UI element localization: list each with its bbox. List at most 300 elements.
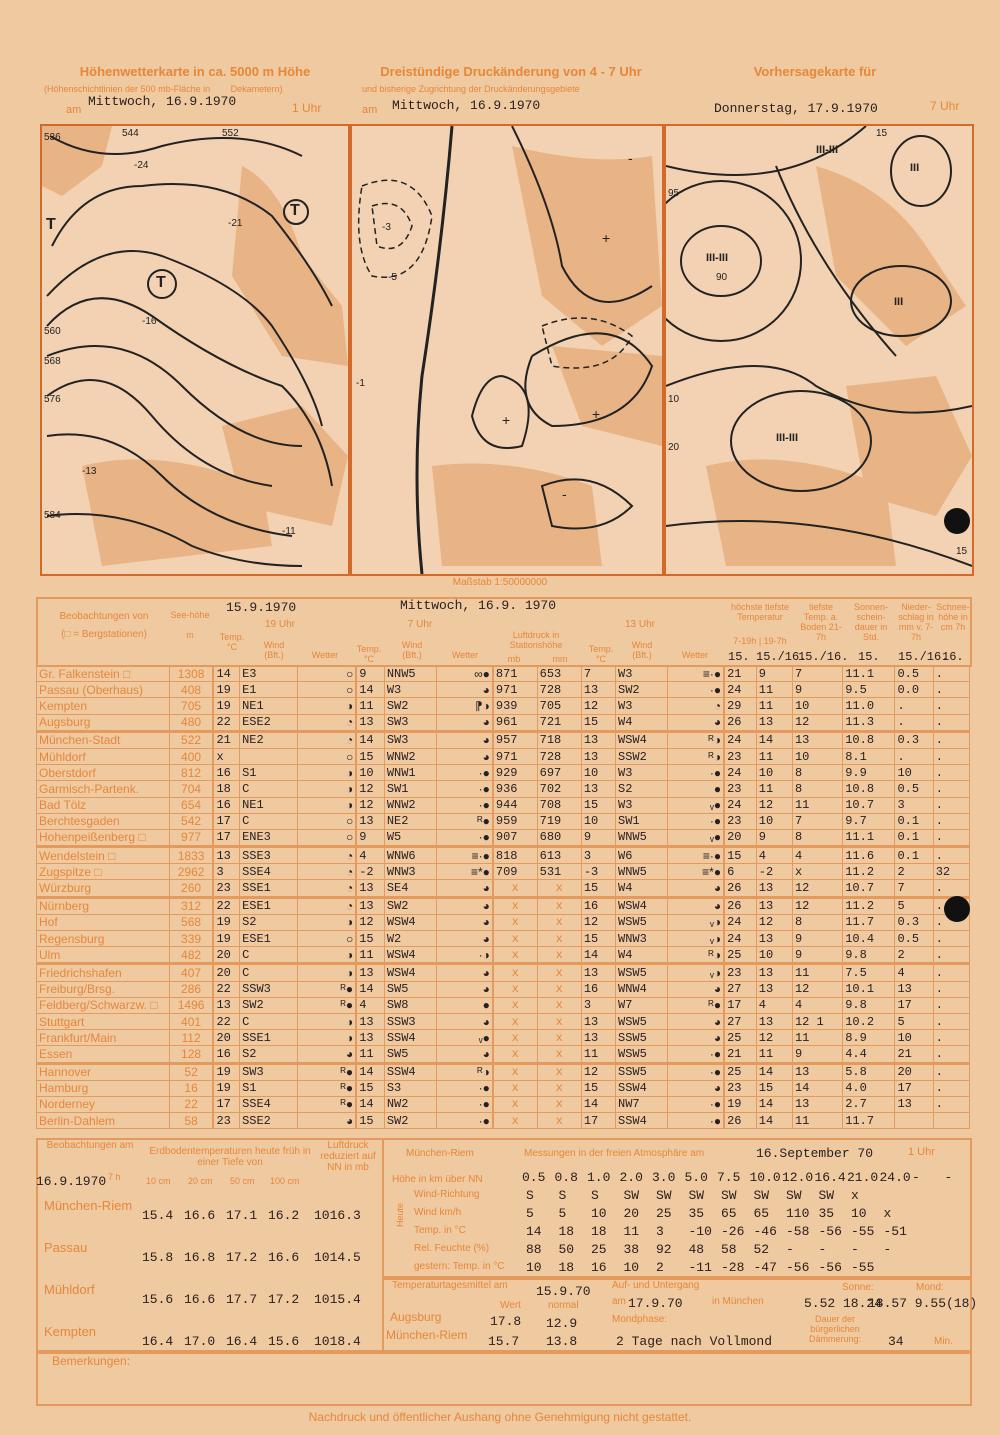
atm-value: SW <box>786 1188 802 1203</box>
table-cell: 10.1 <box>843 981 895 997</box>
obs-day2-t2: 13 Uhr <box>624 619 655 630</box>
auf-date: 17.9.70 <box>628 1296 683 1311</box>
atm-value: -51 <box>883 1224 907 1239</box>
m3-label: 20 <box>668 442 680 453</box>
table-cell: . <box>895 714 933 731</box>
atm-value: 50 <box>558 1242 575 1257</box>
table-cell: ·● <box>437 829 493 846</box>
obs-luftdruck-h: Luftdruck in Stationshöhe <box>509 630 563 650</box>
atm-value: 18 <box>558 1224 575 1239</box>
atm-value: 35 <box>818 1206 835 1221</box>
table-cell: S2 <box>240 914 298 930</box>
m1-low-marker: T <box>290 202 300 219</box>
table-cell: 21 <box>724 1046 756 1063</box>
map2-am: am <box>362 104 378 116</box>
table-cell: C <box>240 781 298 797</box>
table-cell: ◑ <box>298 964 356 981</box>
table-row <box>37 1030 970 1046</box>
table-cell: ◑ <box>298 914 356 930</box>
table-cell: WNW5 <box>616 864 668 880</box>
table-cell: 112 <box>169 1030 213 1046</box>
atm-value: - <box>786 1242 794 1257</box>
table-cell: ◑ <box>298 947 356 964</box>
table-cell: 10.8 <box>843 781 895 797</box>
table-cell: 13 <box>581 781 615 797</box>
atm-date: 16.September 70 <box>756 1146 874 1161</box>
table-cell: ◑ <box>298 797 356 813</box>
table-cell: 312 <box>169 897 213 914</box>
table-cell: 58 <box>169 1113 213 1129</box>
table-cell: ◕ <box>298 1046 356 1063</box>
station-name: Ulm <box>37 947 170 964</box>
atm-height: 3.0 <box>652 1170 676 1185</box>
daemmer-val: 34 <box>888 1334 904 1349</box>
atm-value: S <box>526 1188 534 1203</box>
table-cell: 10.7 <box>843 797 895 813</box>
map1-sub-unit: Dekametern) <box>230 84 283 94</box>
table-cell: 24 <box>724 765 756 781</box>
table-cell: 9 <box>792 682 842 698</box>
table-cell: W3 <box>616 765 668 781</box>
table-cell: . <box>933 781 969 797</box>
atm-value: -56 <box>818 1224 842 1239</box>
atm-value: 10 <box>623 1260 640 1275</box>
table-cell: ◕ <box>437 964 493 981</box>
remarks-block <box>36 1350 972 1406</box>
soil-value: 17.2 <box>268 1292 300 1307</box>
table-cell: . <box>933 1080 969 1096</box>
table-cell: SSW4 <box>384 1030 436 1046</box>
table-cell: 23 <box>213 880 239 897</box>
table-cell: -3 <box>581 864 615 880</box>
table-cell: 6 <box>724 864 756 880</box>
table-cell: x <box>493 897 537 914</box>
atm-value: 14 <box>526 1224 542 1239</box>
m1-label: -24 <box>134 160 149 171</box>
table-cell: . <box>933 765 969 781</box>
table-cell: 13 <box>792 1063 842 1080</box>
table-cell: 13 <box>756 964 792 981</box>
depth-10: 10 cm <box>146 1176 171 1186</box>
table-cell: 13 <box>756 1013 792 1029</box>
table-cell: 16 <box>581 981 615 997</box>
table-cell: . <box>933 1063 969 1080</box>
atm-value: 35 <box>688 1206 705 1221</box>
atm-value: 110 <box>786 1206 810 1221</box>
map1-title: Höhenwetterkarte in ca. 5000 m Höhe <box>79 64 311 79</box>
table-cell: ◔ <box>298 880 356 897</box>
table-cell: -2 <box>356 864 384 880</box>
table-cell: x <box>537 1096 581 1112</box>
map2-date: Mittwoch, 16.9.1970 <box>392 98 541 113</box>
atm-value: 88 <box>526 1242 542 1257</box>
table-cell: ᵥ● <box>668 829 724 846</box>
table-cell: 13 <box>356 897 384 914</box>
table-cell: 957 <box>493 731 537 748</box>
station-name: Norderney <box>37 1096 170 1112</box>
table-cell: 961 <box>493 714 537 731</box>
table-cell: 11.7 <box>843 1113 895 1129</box>
table-cell: W4 <box>616 714 668 731</box>
table-cell: 11.7 <box>843 914 895 930</box>
table-cell: ◕ <box>437 931 493 947</box>
table-cell: 4 <box>792 847 842 864</box>
table-cell: . <box>933 1096 969 1112</box>
atm-height: 12.0 <box>782 1170 814 1185</box>
table-cell: 0.0 <box>895 682 933 698</box>
obs-date-c5: 15./16. <box>898 650 949 664</box>
table-cell: ᴿ● <box>298 997 356 1013</box>
table-cell: x <box>537 1030 581 1046</box>
table-cell: 15 <box>581 931 615 947</box>
table-cell: ○ <box>298 829 356 846</box>
depth-20: 20 cm <box>188 1176 213 1186</box>
table-cell: SSE3 <box>240 847 298 864</box>
sonne-label: Sonne: <box>842 1282 874 1293</box>
station-name: Friedrichshafen <box>37 964 170 981</box>
table-cell: ᴿ● <box>298 1080 356 1096</box>
table-cell: SSE1 <box>240 1030 298 1046</box>
table-cell: 9 <box>581 829 615 846</box>
table-cell: 19 <box>213 1080 239 1096</box>
table-cell: W3 <box>616 666 668 682</box>
table-cell: . <box>933 813 969 829</box>
table-cell: x <box>493 1096 537 1112</box>
atm-value: x <box>851 1188 859 1203</box>
station-name: Zugspitze □ <box>37 864 170 880</box>
station-name: Berchtesgaden <box>37 813 170 829</box>
table-cell: 11.1 <box>843 666 895 682</box>
atm-hoehe-label: Höhe in km über NN <box>392 1174 483 1185</box>
table-cell: . <box>933 731 969 748</box>
table-cell: 25 <box>724 1030 756 1046</box>
table-cell: 14 <box>581 1096 615 1112</box>
table-cell: 702 <box>537 781 581 797</box>
table-cell: 400 <box>169 748 213 764</box>
table-cell: 0.5 <box>895 931 933 947</box>
table-cell: ·● <box>437 781 493 797</box>
table-cell: 12 <box>581 1063 615 1080</box>
table-cell: x <box>537 1063 581 1080</box>
soil-value: 1016.3 <box>314 1208 361 1223</box>
tm-row-name: München-Riem <box>386 1328 468 1342</box>
atm-station: München-Riem <box>406 1148 474 1159</box>
table-cell: ·● <box>437 1113 493 1129</box>
table-cell: 0.1 <box>895 813 933 829</box>
table-cell: 812 <box>169 765 213 781</box>
table-cell: SW1 <box>616 813 668 829</box>
m1-label: 536 <box>44 132 61 143</box>
table-cell: SSW2 <box>616 748 668 764</box>
table-cell: ᴿ◑ <box>668 748 724 764</box>
m1-low-marker: T <box>156 274 166 291</box>
table-cell: 15 <box>356 748 384 764</box>
table-cell: ·● <box>437 765 493 781</box>
table-cell: . <box>933 748 969 764</box>
table-cell: 22 <box>213 897 239 914</box>
table-cell: 7 <box>792 666 842 682</box>
table-cell: 9.8 <box>843 997 895 1013</box>
atm-value: -55 <box>851 1224 875 1239</box>
table-cell: 10.8 <box>843 731 895 748</box>
m1-label: 568 <box>44 356 61 367</box>
atm-height: 1.0 <box>587 1170 611 1185</box>
table-row <box>37 748 970 764</box>
auf-label: Auf- und Untergang <box>612 1280 700 1291</box>
station-name: Regensburg <box>37 931 170 947</box>
pressure-change-map <box>350 124 664 576</box>
table-cell: 17 <box>581 1113 615 1129</box>
table-cell: WSW4 <box>616 731 668 748</box>
table-cell: 818 <box>493 847 537 864</box>
table-cell: 8.1 <box>843 748 895 764</box>
table-cell: 959 <box>493 813 537 829</box>
m3-label: 95 <box>668 188 680 199</box>
atm-value: 65 <box>721 1206 737 1221</box>
station-name: Nürnberg <box>37 897 170 914</box>
obs-day2: Mittwoch, 16.9. 1970 <box>400 598 557 613</box>
atm-value: 10 <box>851 1206 867 1221</box>
table-cell: . <box>933 997 969 1013</box>
table-cell: 10 <box>792 748 842 764</box>
table-cell: 14 <box>356 682 384 698</box>
soil-value: 17.7 <box>226 1292 258 1307</box>
table-cell: x <box>537 1080 581 1096</box>
table-cell: 705 <box>169 698 213 714</box>
table-cell: 260 <box>169 880 213 897</box>
soil-value: 15.8 <box>142 1250 174 1265</box>
atm-value: SW <box>688 1188 705 1203</box>
obs-mm-h: mm <box>552 654 568 664</box>
map2-title: Dreistündige Druckänderung von 4 - 7 Uhr <box>380 64 642 79</box>
station-name: Oberstdorf <box>37 765 170 781</box>
table-cell: W4 <box>616 947 668 964</box>
table-cell: SSE4 <box>240 864 298 880</box>
table-cell: 9 <box>792 931 842 947</box>
table-cell: 286 <box>169 981 213 997</box>
tmittel-label: Temperaturtagesmittel am <box>392 1280 508 1291</box>
map1-am: am <box>66 104 82 116</box>
table-cell: ᴿ● <box>668 997 724 1013</box>
table-cell: ᴿ● <box>437 813 493 829</box>
atm-height: 10.0 <box>749 1170 781 1185</box>
m1-label: 560 <box>44 326 61 337</box>
table-cell: ◕ <box>668 1013 724 1029</box>
atm-value: - <box>818 1242 827 1257</box>
soil-value: 1015.4 <box>314 1292 361 1307</box>
table-cell: 13 <box>356 1030 384 1046</box>
station-name: München-Stadt <box>37 731 170 748</box>
soil-value: 17.2 <box>226 1250 258 1265</box>
table-cell: -2 <box>756 864 792 880</box>
table-cell: 719 <box>537 813 581 829</box>
obs-sonne-h: Sonnen-schein-dauer in Std. <box>853 602 889 642</box>
tm-normal-label: normal <box>548 1300 579 1311</box>
table-cell: 929 <box>493 765 537 781</box>
station-name: Wendelstein □ <box>37 847 170 864</box>
m2-label: - <box>628 150 633 166</box>
station-name: Augsburg <box>37 714 170 731</box>
table-cell: . <box>933 880 969 897</box>
footer-note: Nachdruck und öffentlicher Aushang ohne Genehmigung nicht gestattet. <box>308 1410 692 1424</box>
m1-low-marker: T <box>46 216 56 233</box>
table-cell: ◕ <box>298 1113 356 1129</box>
table-cell: 9 <box>756 666 792 682</box>
map3-date: Donnerstag, 17.9.1970 <box>714 101 878 116</box>
table-cell: SW8 <box>384 997 436 1013</box>
table-cell: SSW4 <box>616 1113 668 1129</box>
obs-wind-h2: Wind (Bft.) <box>401 640 423 660</box>
atm-value: 58 <box>721 1242 737 1257</box>
table-cell: 401 <box>169 1013 213 1029</box>
m1-label: -16 <box>142 316 157 327</box>
table-cell: 1833 <box>169 847 213 864</box>
table-cell: . <box>933 666 969 682</box>
table-row <box>37 1046 970 1063</box>
table-cell: ᵥ◑ <box>668 931 724 947</box>
table-cell: 24 <box>724 914 756 930</box>
table-cell: S1 <box>240 765 298 781</box>
table-row <box>37 714 970 731</box>
atm-value: x <box>883 1206 892 1221</box>
table-cell: 0.1 <box>895 847 933 864</box>
bottom-obs-label: Beobachtungen am <box>46 1140 134 1151</box>
table-cell: ○ <box>298 931 356 947</box>
table-cell: ᴿ● <box>298 1096 356 1112</box>
table-cell: x <box>493 1030 537 1046</box>
table-cell: WNW2 <box>384 748 436 764</box>
station-name: Passau (Oberhaus) <box>37 682 170 698</box>
mondphase-label: Mondphase: <box>612 1314 668 1325</box>
table-cell: 407 <box>169 964 213 981</box>
atm-row-label: Rel. Feuchte (%) <box>414 1243 490 1254</box>
table-cell: x <box>537 964 581 981</box>
table-cell: S3 <box>384 1080 436 1096</box>
table-cell: 11 <box>792 964 842 981</box>
table-cell: W7 <box>616 997 668 1013</box>
upper-air-map <box>40 124 350 576</box>
obs-day2-t1: 7 Uhr <box>407 619 433 630</box>
table-cell: 721 <box>537 714 581 731</box>
table-cell: ○ <box>298 666 356 682</box>
table-cell: 14 <box>356 1063 384 1080</box>
table-cell: C <box>240 813 298 829</box>
atm-height: - <box>944 1170 953 1185</box>
table-cell: . <box>933 829 969 846</box>
m2-label: - <box>562 486 567 502</box>
table-cell: 709 <box>493 864 537 880</box>
table-cell: 13 <box>356 964 384 981</box>
table-cell: 0.3 <box>895 731 933 748</box>
tm-row-name: Augsburg <box>390 1310 442 1324</box>
atm-height: - <box>912 1170 920 1185</box>
table-cell: 20 <box>213 964 239 981</box>
table-row <box>37 731 970 748</box>
table-cell: x <box>493 880 537 897</box>
table-cell: 13 <box>581 682 615 698</box>
m2-label: + <box>602 230 611 246</box>
table-cell: x <box>493 997 537 1013</box>
tmittel-date: 15.9.70 <box>536 1284 591 1299</box>
table-row <box>37 1080 970 1096</box>
table-cell: 12 <box>581 698 615 714</box>
mondphase: 2 Tage nach Vollmond <box>616 1334 773 1349</box>
depth-50: 50 cm <box>230 1176 255 1186</box>
table-cell: 10 <box>356 765 384 781</box>
punch-hole <box>944 896 970 922</box>
m1-label: -21 <box>228 218 243 229</box>
forecast-map <box>664 124 974 576</box>
atm-heute-label: Heute <box>395 1202 406 1228</box>
table-cell: . <box>933 947 969 964</box>
table-cell: ◕ <box>668 1030 724 1046</box>
observation-table <box>36 665 970 1129</box>
table-cell: W6 <box>616 847 668 864</box>
table-cell: 25 <box>724 947 756 964</box>
table-cell: 12 <box>756 797 792 813</box>
table-cell: 0.3 <box>895 914 933 930</box>
table-cell: 871 <box>493 666 537 682</box>
table-cell: 22 <box>213 714 239 731</box>
table-cell: 10 <box>581 813 615 829</box>
table-cell: 22 <box>169 1096 213 1112</box>
atm-value: SW <box>721 1188 737 1203</box>
table-cell: 704 <box>169 781 213 797</box>
table-cell: ·● <box>668 1046 724 1063</box>
table-cell: 20 <box>213 1030 239 1046</box>
obs-date-c4: 15. <box>858 650 880 664</box>
table-cell: SW2 <box>384 1113 436 1129</box>
table-cell: WNW4 <box>616 981 668 997</box>
atm-value: 92 <box>656 1242 672 1257</box>
table-cell: 16 <box>213 765 239 781</box>
table-cell: S2 <box>240 1046 298 1063</box>
table-cell: 4.0 <box>843 1080 895 1096</box>
table-cell: 24 <box>724 731 756 748</box>
table-cell: x <box>537 947 581 964</box>
atm-title: Messungen in der freien Atmosphäre am <box>524 1148 705 1159</box>
table-cell: 10 <box>895 765 933 781</box>
table-cell: 22 <box>213 981 239 997</box>
table-cell: x <box>537 897 581 914</box>
table-cell: W3 <box>616 797 668 813</box>
table-cell: . <box>933 914 969 930</box>
soil-value: 17.0 <box>184 1334 216 1349</box>
table-cell: 971 <box>493 682 537 698</box>
table-cell: 17 <box>213 829 239 846</box>
daemmer-label: Dauer der bürgerlichen Dämmerung: <box>808 1314 862 1344</box>
station-name: Hohenpeißenberg □ <box>37 829 170 846</box>
mond-vals: 18.57 9.55(18) <box>868 1296 978 1311</box>
table-cell: SW1 <box>384 781 436 797</box>
table-cell: 26 <box>724 897 756 914</box>
obs-wind-h3: Wind (Bft.) <box>631 640 653 660</box>
obs-wind-h1: Wind (Bft.) <box>263 640 285 660</box>
table-cell: . <box>933 931 969 947</box>
table-cell: SSW3 <box>240 981 298 997</box>
obs-wetter-h2: Wetter <box>451 650 479 660</box>
table-cell: 16 <box>213 797 239 813</box>
table-cell: ◔ <box>298 864 356 880</box>
table-cell: ◔ <box>298 847 356 864</box>
table-cell: 19 <box>213 931 239 947</box>
table-cell: ≡*● <box>668 864 724 880</box>
map3-title: Vorhersagekarte für <box>753 64 877 79</box>
table-cell: 24 <box>724 682 756 698</box>
table-cell: 480 <box>169 714 213 731</box>
table-cell: 26 <box>724 1113 756 1129</box>
table-cell: SSW5 <box>616 1030 668 1046</box>
